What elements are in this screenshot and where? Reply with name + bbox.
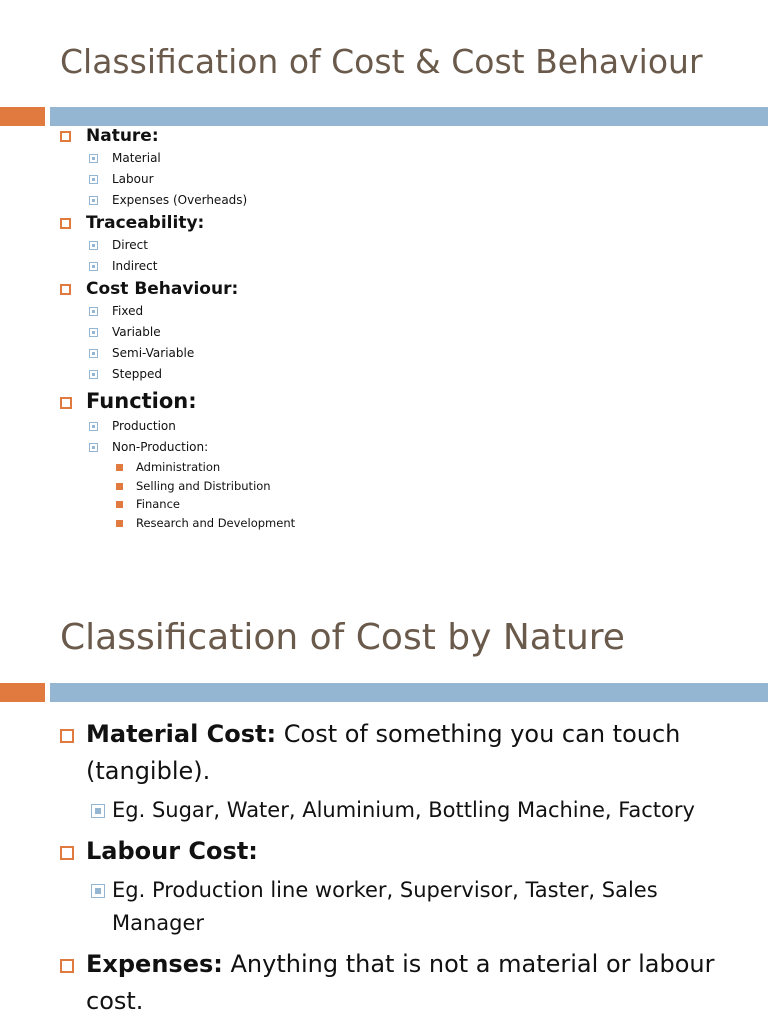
square-bullet-icon — [60, 131, 71, 142]
bullet-label: Traceability: — [86, 213, 205, 233]
bullet-expenses — [0, 946, 768, 1020]
bullet-term: Expenses: — [86, 950, 223, 978]
square-bullet-icon — [60, 959, 74, 973]
sub-bullet-label: Indirect — [112, 259, 158, 273]
bullet-label: Function: — [86, 389, 197, 413]
square-bullet-icon — [60, 218, 71, 229]
square-bullet-icon — [89, 154, 98, 163]
bullet-nature — [0, 124, 768, 148]
sub-bullet — [0, 343, 768, 364]
bullet-list — [0, 716, 768, 1020]
bullet-list — [0, 124, 768, 532]
slide-title: Classification of Cost by Nature — [60, 617, 625, 658]
sub-sub-bullet-label: Research and Development — [136, 515, 296, 530]
sub-bullet — [0, 235, 768, 256]
sub-bullet — [0, 256, 768, 277]
sub-bullet — [0, 301, 768, 322]
bullet-definition: Anything that is not a material or labour cost. — [86, 950, 715, 1015]
sub-bullet-label: Stepped — [112, 367, 162, 381]
sub-sub-bullet — [0, 458, 768, 477]
sub-sub-bullet — [0, 495, 768, 514]
square-bullet-icon — [60, 397, 72, 409]
example-text: Eg. Sugar, Water, Aluminium, Bottling Machine, Factory — [112, 798, 695, 822]
bullet-term: Material Cost: — [86, 720, 277, 748]
bullet-definition: Cost of something you can touch (tangible). — [86, 720, 681, 785]
filled-square-bullet-icon — [116, 483, 123, 490]
square-bullet-icon — [89, 196, 98, 205]
square-bullet-icon — [60, 729, 74, 743]
sub-sub-bullet-label: Finance — [136, 497, 180, 511]
sub-bullet — [0, 322, 768, 343]
slide-cost-by-nature — [0, 576, 768, 1024]
square-bullet-icon — [89, 307, 98, 316]
sub-sub-bullet-label: Administration — [136, 460, 221, 474]
accent-bar-blue — [50, 683, 768, 702]
bullet-function — [0, 386, 768, 416]
filled-square-bullet-icon — [116, 501, 123, 508]
sub-bullet-label: Semi-Variable — [112, 346, 195, 360]
sub-bullet-label: Non-Production: — [112, 440, 209, 454]
sub-bullet — [0, 437, 768, 458]
square-bullet-icon — [89, 241, 98, 250]
bullet-label: Nature: — [86, 126, 159, 146]
filled-square-bullet-icon — [116, 520, 123, 527]
accent-bar-orange — [0, 683, 45, 702]
sub-bullet-label: Expenses (Overheads) — [112, 193, 248, 207]
square-bullet-icon — [91, 804, 105, 818]
square-bullet-icon — [60, 284, 71, 295]
square-bullet-icon — [89, 349, 98, 358]
bullet-cost-behaviour — [0, 277, 768, 301]
sub-sub-bullet — [0, 477, 768, 496]
square-bullet-icon — [60, 846, 74, 860]
bullet-label: Cost Behaviour: — [86, 279, 239, 299]
slide-title: Classification of Cost & Cost Behaviour — [60, 42, 703, 81]
sub-bullet — [0, 169, 768, 190]
sub-bullet-example — [0, 794, 768, 827]
sub-bullet — [0, 148, 768, 169]
sub-bullet — [0, 364, 768, 385]
square-bullet-icon — [91, 884, 105, 898]
filled-square-bullet-icon — [116, 464, 123, 471]
bullet-term: Labour Cost: — [86, 837, 258, 865]
bullet-traceability — [0, 211, 768, 235]
square-bullet-icon — [89, 328, 98, 337]
bullet-labour-cost — [0, 833, 768, 870]
bullet-material-cost — [0, 716, 768, 790]
example-text: Eg. Production line worker, Supervisor, Taster, Sales Manager — [112, 878, 658, 935]
sub-sub-bullet-label: Selling and Distribution — [136, 478, 271, 493]
square-bullet-icon — [89, 262, 98, 271]
sub-bullet — [0, 190, 768, 211]
sub-bullet-example — [0, 874, 768, 940]
sub-bullet-label: Labour — [112, 172, 154, 186]
square-bullet-icon — [89, 175, 98, 184]
square-bullet-icon — [89, 443, 98, 452]
sub-bullet-label: Production — [112, 419, 176, 433]
sub-bullet-label: Direct — [112, 238, 148, 252]
sub-bullet — [0, 416, 768, 437]
sub-bullet-label: Fixed — [112, 304, 144, 318]
sub-bullet-label: Material — [112, 151, 161, 165]
square-bullet-icon — [89, 370, 98, 379]
sub-bullet-label: Variable — [112, 325, 161, 339]
sub-sub-bullet — [0, 514, 768, 533]
square-bullet-icon — [89, 422, 98, 431]
